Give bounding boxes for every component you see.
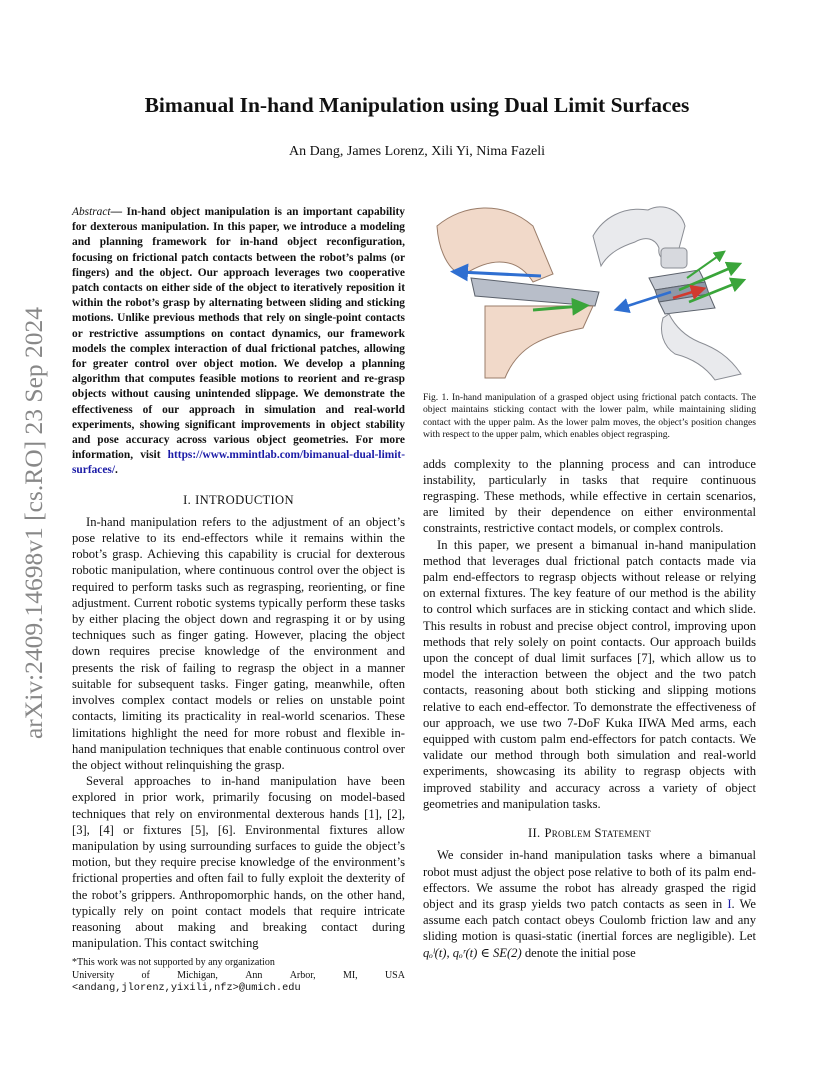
right-column (423, 196, 756, 961)
section-title: INTRODUCTION (195, 492, 294, 507)
funding-note: *This work was not supported by any organization (72, 957, 275, 968)
arxiv-id-text: arXiv:2409.14698v1 [cs.RO] 23 Sep 2024 (19, 306, 48, 740)
pose-math: qₒˡ(t), qₒʳ(t) ∈ SE(2) (423, 945, 522, 960)
affiliation-word: USA (384, 969, 405, 981)
figure-1-illustration (423, 196, 756, 382)
abstract (72, 205, 405, 479)
text-run: denote the initial pose (521, 945, 636, 960)
abstract-text: — In-hand object manipulation is an important capability for dexterous manipulation. In this paper, we introduce a modeling and planning framework for in-hand object reconfiguration, focusing on frictional patch contacts between the robot’s palms (or fingers) and the object. Our approach leverages two cooperative patch contacts on either side of the object to iteratively reposition it within the robot’s grasp by alternating between sliding and sticking motions. Unlike previous methods that rely on single-point contacts or restrictive assumptions on contact dynamics, our framework models the complex interaction of dual frictional patches, allowing for greater control over object motion. We develop a planning algorithm that computes feasible motions to reorient and re-grasp objects without causing unintended slippage. We demonstrate the effectiveness of our approach in simulation and real-world experiments, showing significant improvements in object stability and pose accuracy across various object geometries. For more information, visit (72, 206, 405, 462)
paper-title: Bimanual In-hand Manipulation using Dual Limit Surfaces (144, 93, 690, 117)
section-title: Problem Statement (544, 826, 651, 841)
affiliation-word: Arbor, (289, 969, 316, 981)
paragraph: Several approaches to in-hand manipulation have been explored in prior work, primarily focusing on model-based techniques that rely on environmental dexterous hands [1], [2], [3], [4] or fixtures [5], [6]. Environmental fixtures allow manipulation by using surrounding surfaces to guide the object’s motion, but they require precise knowledge of the environment’s frictional properties and often fail to fully exploit the dexterity of the robot’s grippers. Anthropomorphic hands, on the other hand, typically rely on point contact models that require intricate reasoning about making and breaking contact during manipulation. This contact switching (72, 774, 405, 951)
arxiv-identifier (12, 288, 56, 758)
paragraph: adds complexity to the planning process and can introduce instability, particularly in tasks that require continuous regrasping. These methods, while effective in certain scenarios, are limited by their dependence on either environmental constraints, restrictive contact models, or complex controls. (423, 456, 756, 536)
author-list: An Dang, James Lorenz, Xili Yi, Nima Fazeli (288, 144, 546, 159)
footnote (72, 957, 405, 995)
project-link[interactable]: https://www.mmintlab.com/bimanual-dual-limit-surfaces/ (72, 449, 405, 477)
abstract-label: Abstract (72, 206, 111, 218)
abstract-end: . (115, 464, 118, 477)
affiliation-word: Michigan, (177, 969, 218, 981)
figure-reference-link[interactable]: I (727, 896, 732, 911)
section-number: II. (528, 826, 541, 841)
text-run: We consider in-hand manipulation tasks where a bimanual robot must adjust the object pose relative to both of its palm end-effectors. We assume the robot has already grasped the rigid object and its grasp yields two patch contacts as seen in (423, 848, 756, 911)
paragraph (423, 847, 756, 960)
figure-1-caption: Fig. 1. In-hand manipulation of a grasped object using frictional patch contacts. The object maintains sticking contact with the lower palm, while maintaining sliding contact with the upper palm. As the lower palm moves, the object’s position changes with respect to the upper palm, which enables object regrasping. (423, 392, 756, 441)
figure-1-drawing (423, 196, 756, 382)
paragraph: In-hand manipulation refers to the adjustment of an object’s pose relative to its end-effectors while it remains within the robot’s grasp. Achieving this capability is crucial for dexterous robotic manipulation, where continuous control over the object is required to perform tasks such as regrasping, reorienting, or fine adjustment. Current robotic systems typically perform these tasks by either placing the object down and regrasping it or by using techniques such as finger gating. However, placing the object down requires precise knowledge of the environment and presents the risk of failing to regrasp the object in a manner suitable for subsequent tasks. Finger gating, meanwhile, often involves complex contact models or relies on unstable point contacts, limiting its practicality in real-world scenarios. These limitations highlight the need for more robust and flexible in-hand manipulation techniques that enable continuous control over the object without relinquishing the grasp. (72, 514, 405, 772)
author-emails[interactable]: <andang,jlorenz,yixili,nfz>@umich.edu (72, 982, 301, 994)
section-number: I. (183, 492, 192, 507)
affiliation-word: Ann (245, 969, 263, 981)
affiliation-word: MI, (342, 969, 358, 981)
left-column (72, 205, 405, 951)
affiliation-word: of (141, 969, 150, 981)
affiliation (72, 970, 405, 983)
affiliation-word: University (72, 969, 115, 981)
section-heading-problem (423, 825, 756, 841)
paragraph: In this paper, we present a bimanual in-hand manipulation method that leverages dual frictional patch contacts made via palm end-effectors to regrasp objects without release or relying on external fixtures. The key feature of our method is the ability to control which surfaces are in sticking contact and which slide. This results in robust and precise object control, improving upon methods that rely solely on point contacts. Our approach builds upon the concept of dual limit surfaces [7], which allow us to model the interaction between the object and the two patch contacts, reasoning about both sticking and slipping motions relative to each end-effector. To demonstrate the effectiveness of our approach, we use two 7-DoF Kuka IIWA Med arms, each equipped with custom palm end-effectors for patch contacts. We validate our method through both simulation and real-world experiments, showcasing its ability to regrasp objects with improved stability and accuracy across a variety of object geometries and manipulation tasks. (423, 537, 756, 811)
text-run: . We assume each patch contact obeys Coulomb friction law and any sliding motion is quasi-static (inertial forces are negligible). Let (423, 896, 756, 944)
section-heading-intro (72, 492, 405, 508)
